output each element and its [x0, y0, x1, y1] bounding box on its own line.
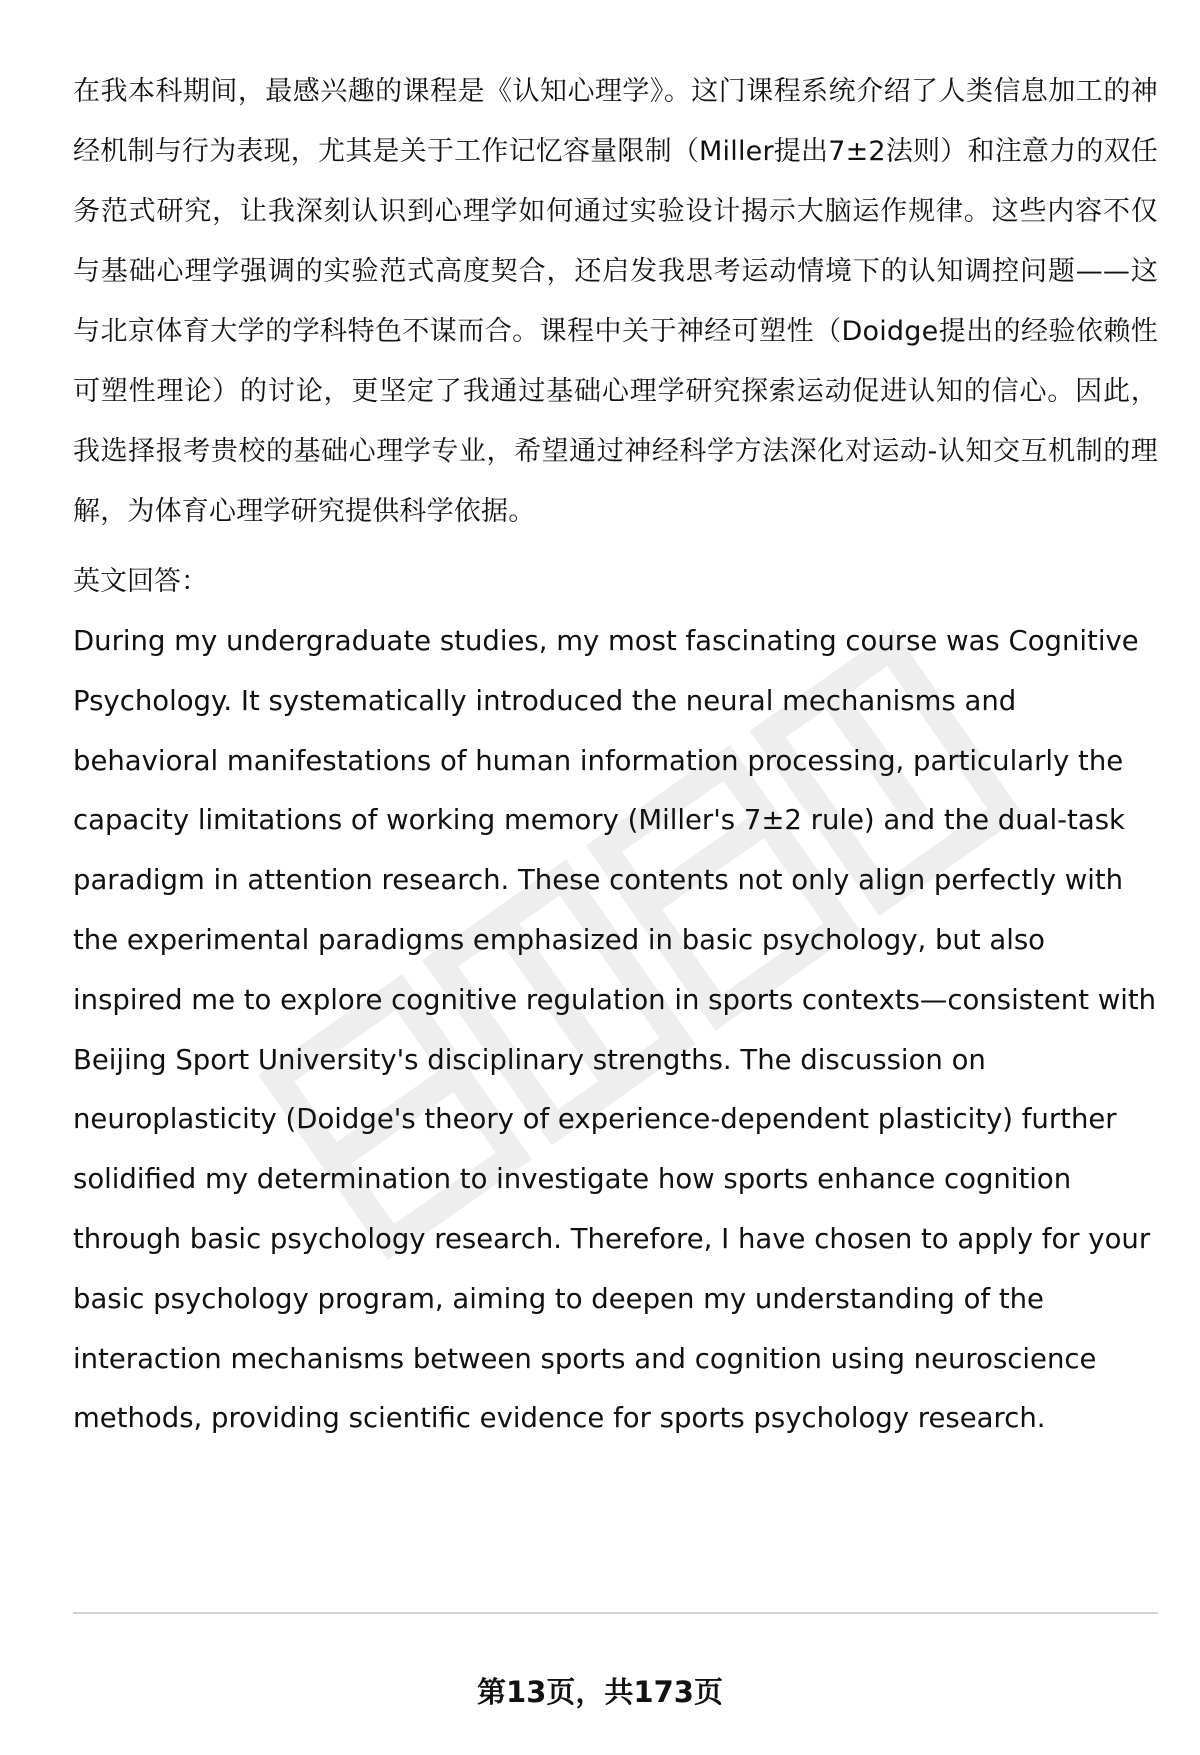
english-answer-heading: 英文回答：: [73, 566, 208, 597]
page-number-footer: 第13页，共173页: [477, 1675, 723, 1709]
footer-divider: [73, 1612, 1158, 1614]
main-content: [73, 62, 1158, 1449]
chinese-answer-paragraph: 在我本科期间，最感兴趣的课程是《认知心理学》。这门课程系统介绍了人类信息加工的神经机制与行为表现，尤其是关于工作记忆容量限制（Miller提出7±2法则）和注意力的双任务范式研究，让我深刻认识到心理学如何通过实验设计揭示大脑运作规律。这些内容不仅与基础心理学强调的实验范式高度契合，还启发我思考运动情境下的认知调控问题——这与北京体育大学的学科特色不谋而合。课程中关于神经可塑性（Doidge提出的经验依赖性可塑性理论）的讨论，更坚定了我通过基础心理学研究探索运动促进认知的信心。因此，我选择报考贵校的基础心理学专业，希望通过神经科学方法深化对运动-认知交互机制的理解，为体育心理学研究提供科学依据。: [73, 76, 1158, 527]
english-answer-paragraph: During my undergraduate studies, my most fascinating course was Cognitive Psychology. It systematically introduced the neural mechanisms and behavioral manifestations of human information processing, particularly the capacity limitations of working memory (Miller's 7±2 rule) and the dual-task paradigm in attention research. These contents not only align perfectly with the experimental paradigms emphasized in basic psychology, but also inspired me to explore cognitive regulation in sports contexts—consistent with Beijing Sport University's disciplinary strengths. The discussion on neuroplasticity (Doidge's theory of experience-dependent plasticity) further solidified my determination to investigate how sports enhance cognition through basic psychology research. Therefore, I have chosen to apply for your basic psychology program, aiming to deepen my understanding of the interaction mechanisms between sports and cognition using neuroscience methods, providing scientific evidence for sports psychology research.: [73, 625, 1157, 1435]
